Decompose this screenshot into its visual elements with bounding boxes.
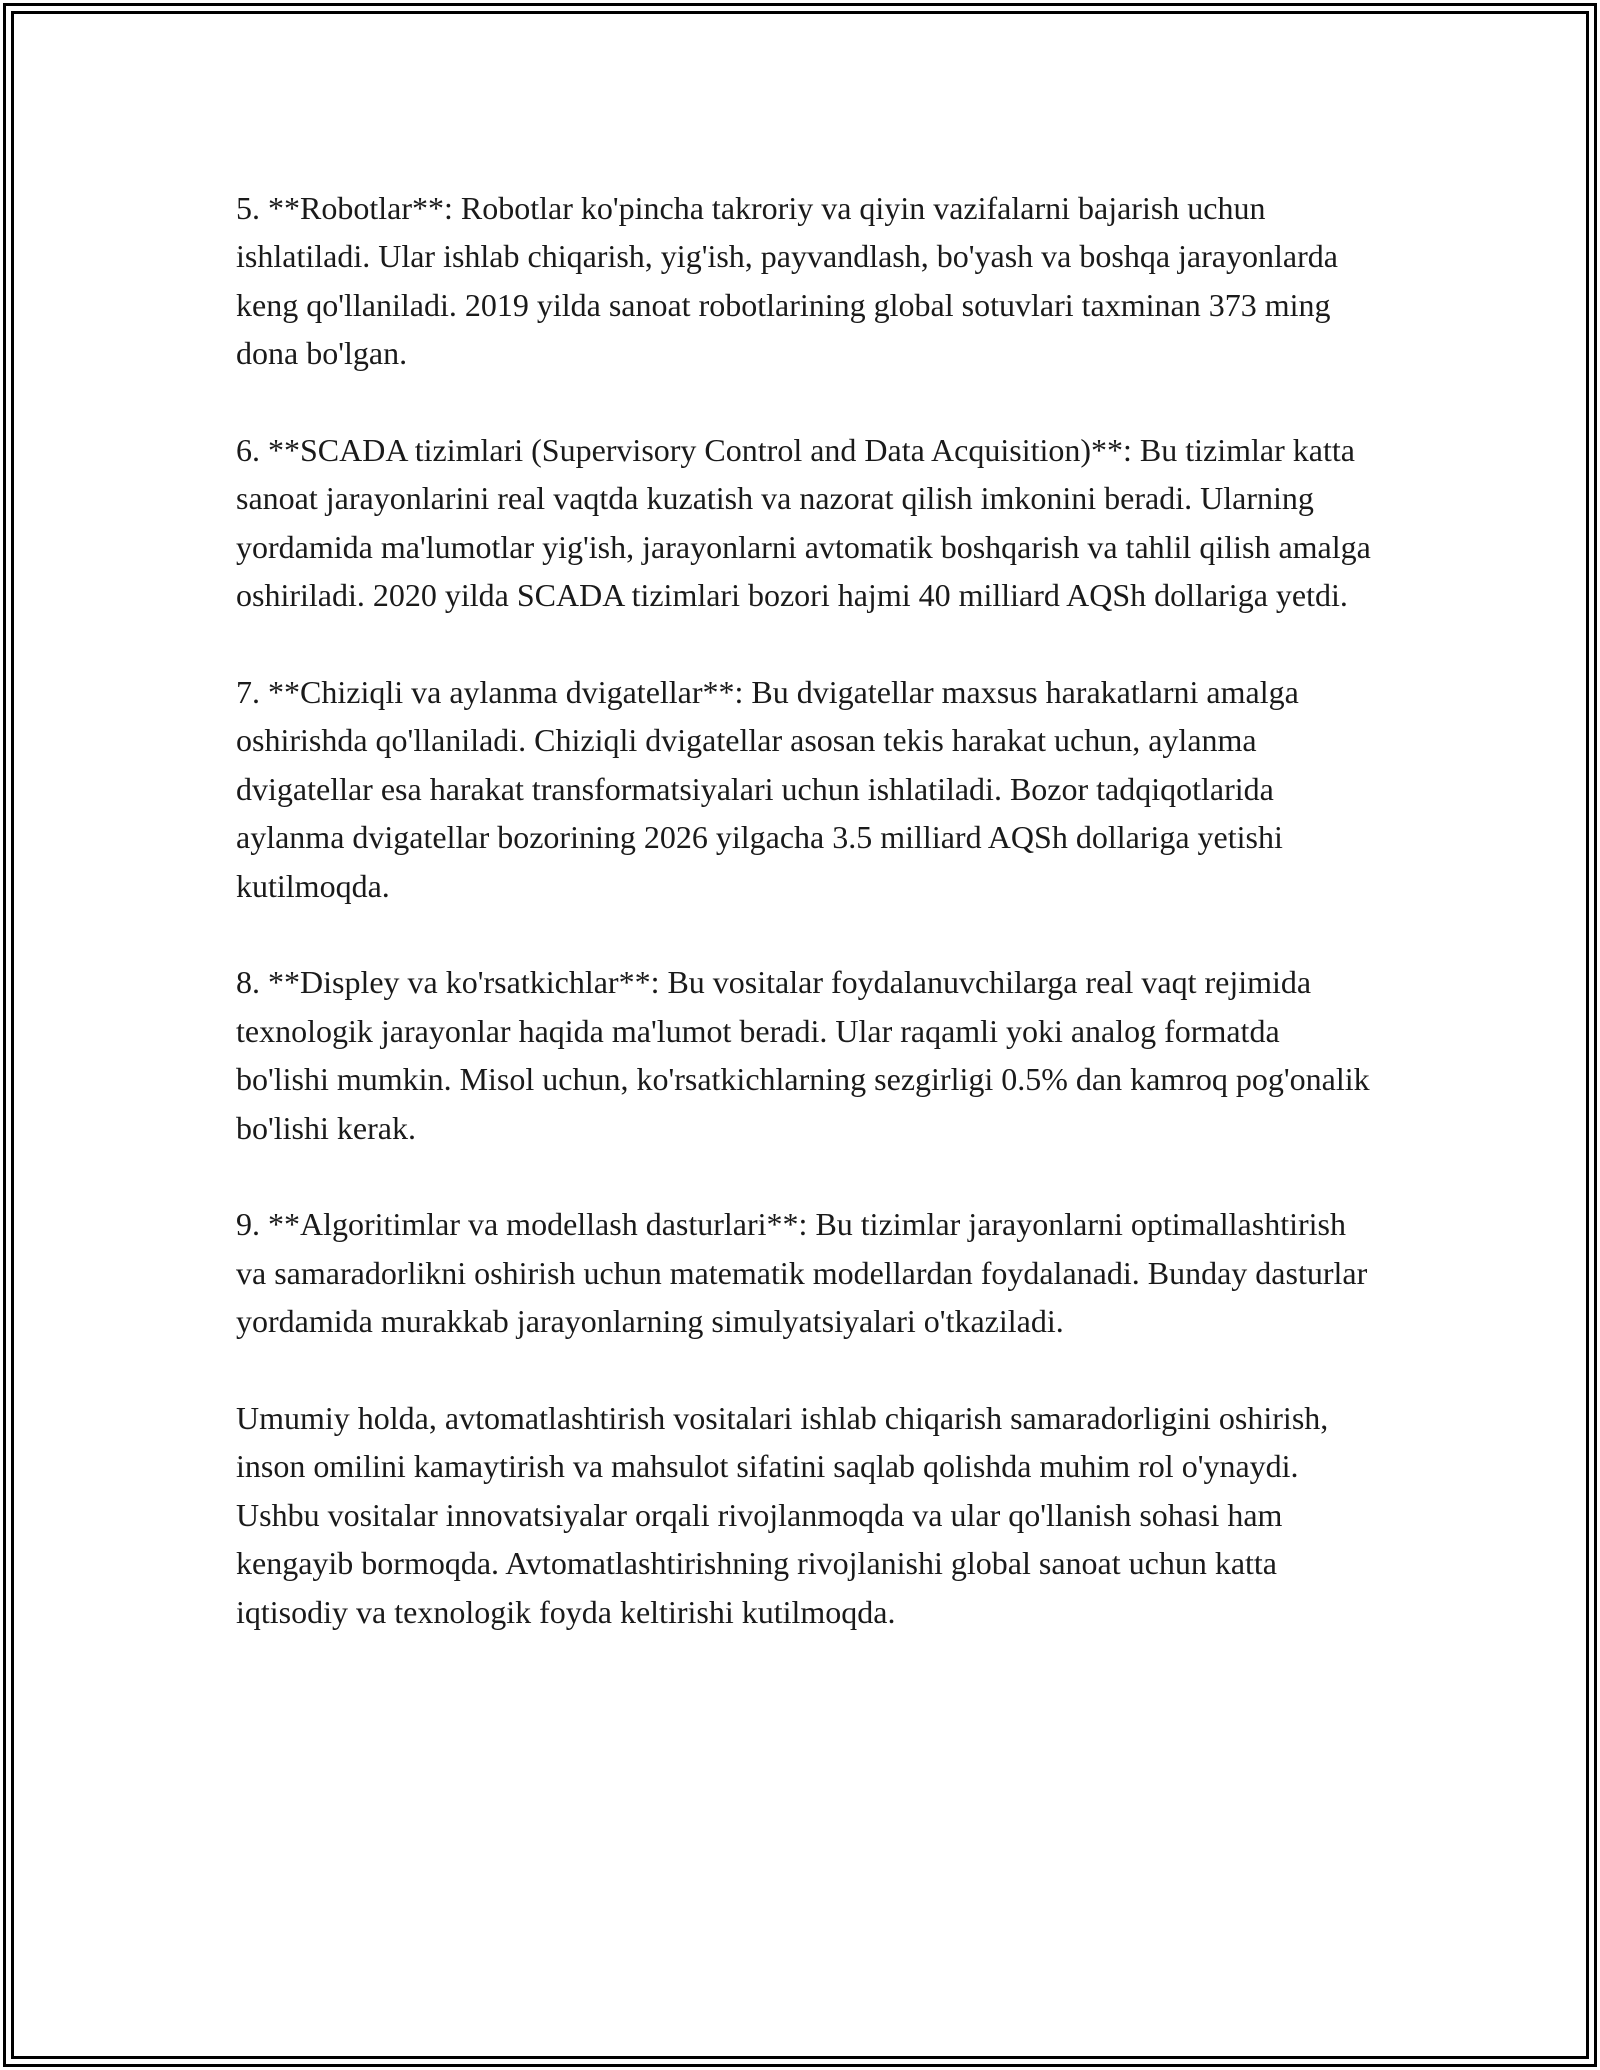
paragraph-dvigatellar: 7. **Chiziqli va aylanma dvigatellar**: Bu dvigatellar maxsus harakatlarni amalga oshirishda qo'llaniladi. Chiziqli dvigatellar asosan tekis harakat uchun, aylanma dvigatellar esa harakat transformatsiyalari uchun ishlatiladi. Bozor tadqiqotlarida aylanma dvigatellar bozorining 2026 yilgacha 3.5 milliard AQSh dollariga yetishi kutilmoqda. [236,674,1299,904]
paragraph-robotlar: 5. **Robotlar**: Robotlar ko'pincha takroriy va qiyin vazifalarni bajarish uchun ishlatiladi. Ular ishlab chiqarish, yig'ish, payvandlash, bo'yash va boshqa jarayonlarda keng qo'llaniladi. 2019 yilda sanoat robotlarining global sotuvlari taxminan 373 ming dona bo'lgan. [236,190,1338,372]
paragraph-algoritmlar: 9. **Algoritimlar va modellash dasturlari**: Bu tizimlar jarayonlarni optimallashtirish va samaradorlikni oshirish uchun matematik modellardan foydalanadi. Bunday dasturlar yordamida murakkab jarayonlarning simulyatsiyalari o'tkaziladi. [236,1206,1368,1340]
document-body [236,184,1376,1685]
paragraph-conclusion: Umumiy holda, avtomatlashtirish vositalari ishlab chiqarish samaradorligini oshirish, inson omilini kamaytirish va mahsulot sifatini saqlab qolishda muhim rol o'ynaydi. Ushbu vositalar innovatsiyalar orqali rivojlanmoqda va ular qo'llanish sohasi ham kengayib bormoqda. Avtomatlashtirishning rivojlanishi global sanoat uchun katta iqtisodiy va texnologik foyda keltirishi kutilmoqda. [236,1400,1329,1630]
paragraph-scada: 6. **SCADA tizimlari (Supervisory Control and Data Acquisition)**: Bu tizimlar katta sanoat jarayonlarini real vaqtda kuzatish va nazorat qilish imkonini beradi. Ularning yordamida ma'lumotlar yig'ish, jarayonlarni avtomatik boshqarish va tahlil qilish amalga oshiriladi. 2020 yilda SCADA tizimlari bozori hajmi 40 milliard AQSh dollariga yetdi. [236,432,1371,614]
paragraph-displey: 8. **Displey va ko'rsatkichlar**: Bu vositalar foydalanuvchilarga real vaqt rejimida texnologik jarayonlar haqida ma'lumot beradi. Ular raqamli yoki analog formatda bo'lishi mumkin. Misol uchun, ko'rsatkichlarning sezgirligi 0.5% dan kamroq pog'onalik bo'lishi kerak. [236,964,1370,1146]
